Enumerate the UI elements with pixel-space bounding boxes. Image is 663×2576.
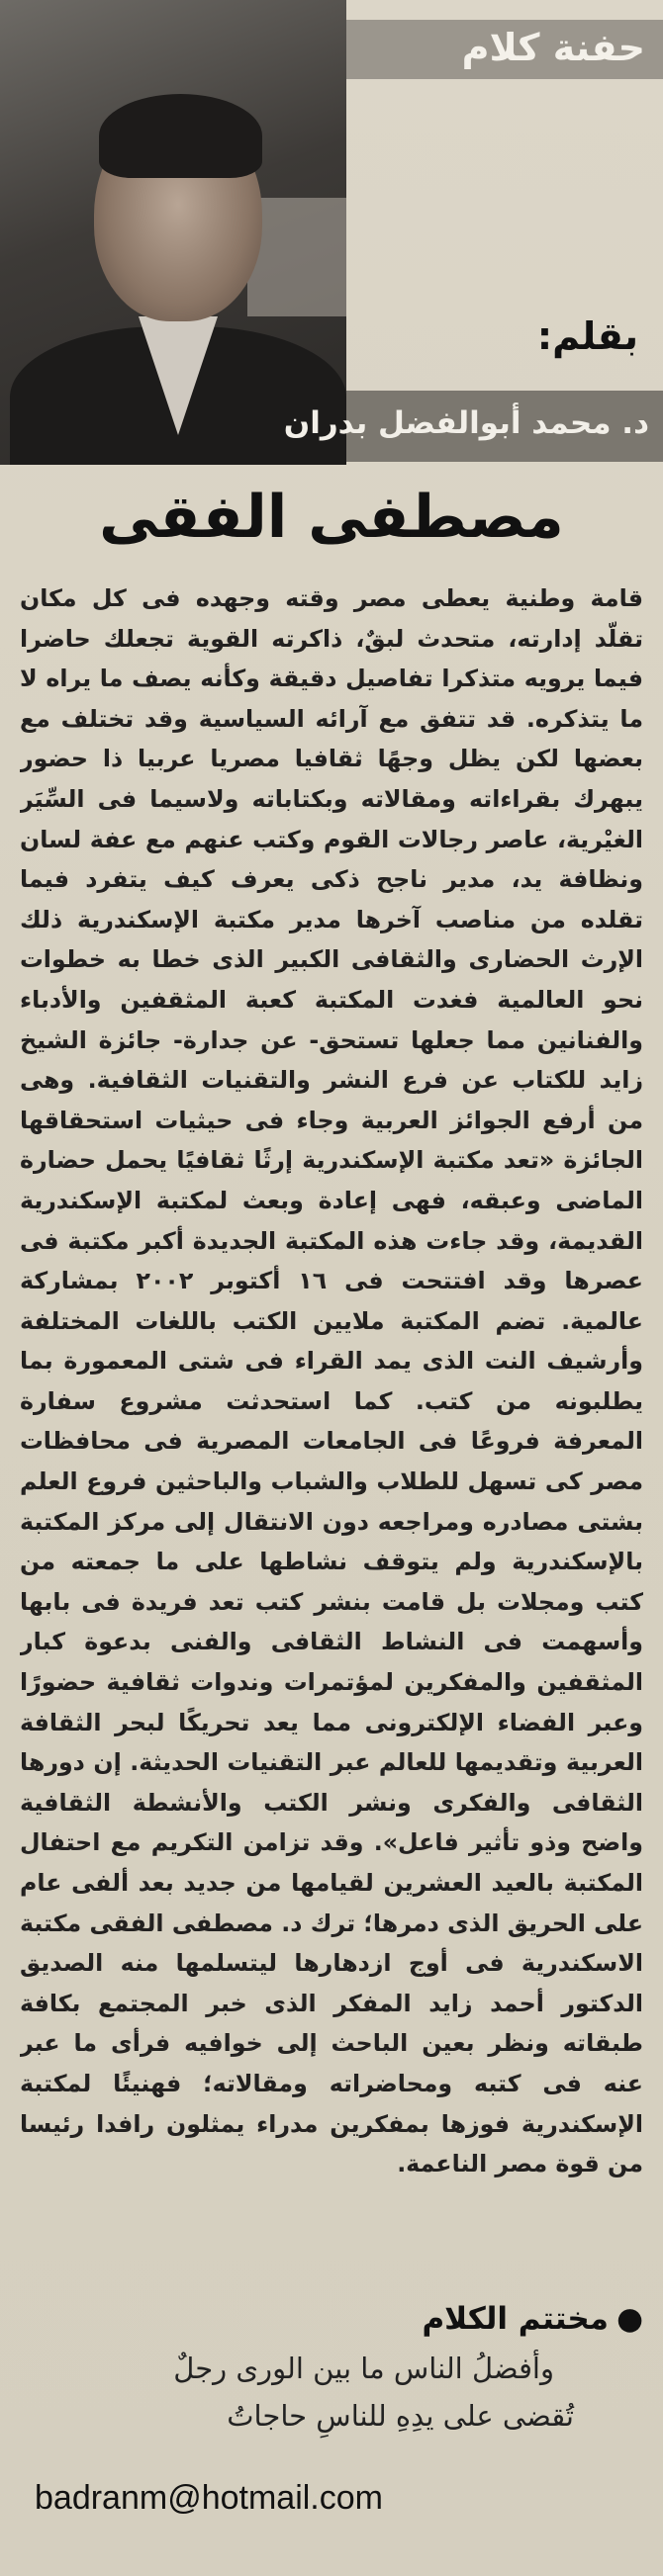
photo-background [247,198,346,316]
article-body: قامة وطنية يعطى مصر وقته وجهده فى كل مكان تقلّد إدارته، متحدث لبقٌ، ذاكرته القوية تجعلك حاضرا فيما يرويه متذكرا تفاصيل دقيقة وكأنه يصف ما يراه لا ما يتذكره. قد تتفق مع آرائه السياسية وقد تختلف مع بعضها لكن يظل وجهًا ثقافيا مصريا عربيا ذا حضور يبهرك بقراءاته ومقالاته وبكتاباته ولاسيما فى السِّيَر الغيْرية، عاصر رجالات القوم وكتب عنهم مع عفة لسان ونظافة يد، مدير ناجح ذكى يعرف كيف يتفرد فيما تقلده من مناصب آخرها مدير مكتبة الإسكندرية ذلك الإرث الحضارى والثقافى الكبير الذى خطا به خطوات نحو العالمية فغدت المكتبة كعبة المثقفين والأدباء والفنانين مما جعلها تستحق- عن جدارة- جائزة الشيخ زايد للكتاب عن فرع النشر والتقنيات الثقافية. وهى من أرفع الجوائز العربية وجاء فى حيثيات استحقاقها الجائزة «تعد مكتبة الإسكندرية إرثًا ثقافيًا يحمل حضارة الماضى وعبقه، فهى إعادة وبعث لمكتبة الإسكندرية القديمة، وقد جاءت هذه المكتبة الجديدة أكبر مكتبة فى عصرها وقد افتتحت فى ١٦ أكتوبر ٢٠٠٢ بمشاركة عالمية. تضم المكتبة ملايين الكتب باللغات المختلفة وأرشيف النت الذى يمد القراء فى شتى المعمورة بما يطلبونه من كتب. كما استحدثت مشروع سفارة المعرفة فروعًا فى الجامعات المصرية فى محافظات مصر كى تسهل للطلاب والشباب والباحثين فروع العلم بشتى مصادره ومراجعه دون الانتقال إلى مركز المكتبة بالإسكندرية ولم يتوقف نشاطها على ما جمعته من كتب ومجلات بل قامت بنشر كتب تعد فريدة فى بابها وأسهمت فى النشاط الثقافى والفنى بدعوة كبار المثقفين والمفكرين لمؤتمرات وندوات ثقافية حضورًا وعبر الفضاء الإلكترونى مما يعد تحريكًا لبحر الثقافة العربية وتقديمها للعالم عبر التقنيات الحديثة. إن دورها الثقافى والفكرى ونشر الكتب والأنشطة الثقافية واضح وذو تأثير فاعل». وقد تزامن التكريم مع احتفال المكتبة بالعيد العشرين لقيامها من جديد بعد ألفى عام على الحريق الذى دمرها؛ ترك د. مصطفى الفقى مكتبة الاسكندرية فى أوج ازدهارها ليتسلمها منه الصديق الدكتور أحمد زايد المفكر الذى خبر المجتمع بكافة طبقاته ونظر بعين الباحث إلى خوافيه فرأى ما عبر عنه فى كتبه ومحاضراته ومقالاته؛ فهنيئًا لمكتبة الإسكندرية فوزها بمفكرين مدراء يمثلون رافدا رئيسا من قوة مصر الناعمة. [20,584,643,2178]
author-photo [0,0,346,465]
verse-line-2: تُقضى على يدِهِ للناسِ حاجاتُ [227,2399,574,2433]
bullet-icon: ● [616,2301,643,2337]
column-label: حفنة كلام [461,26,645,69]
byline-label: بقلم: [536,314,638,358]
author-name: د. محمد أبوالفضل بدران [283,405,649,441]
column-header [0,0,663,465]
photo-hair [99,94,262,178]
verse-line-1: وأفضلُ الناس ما بين الورى رجلٌ [173,2352,554,2385]
author-email[interactable]: badranm@hotmail.com [35,2479,383,2517]
closing-heading [422,2301,643,2337]
closing-label: مختتم الكلام [422,2301,609,2337]
article-title: مصطفى الفقى [99,483,564,552]
